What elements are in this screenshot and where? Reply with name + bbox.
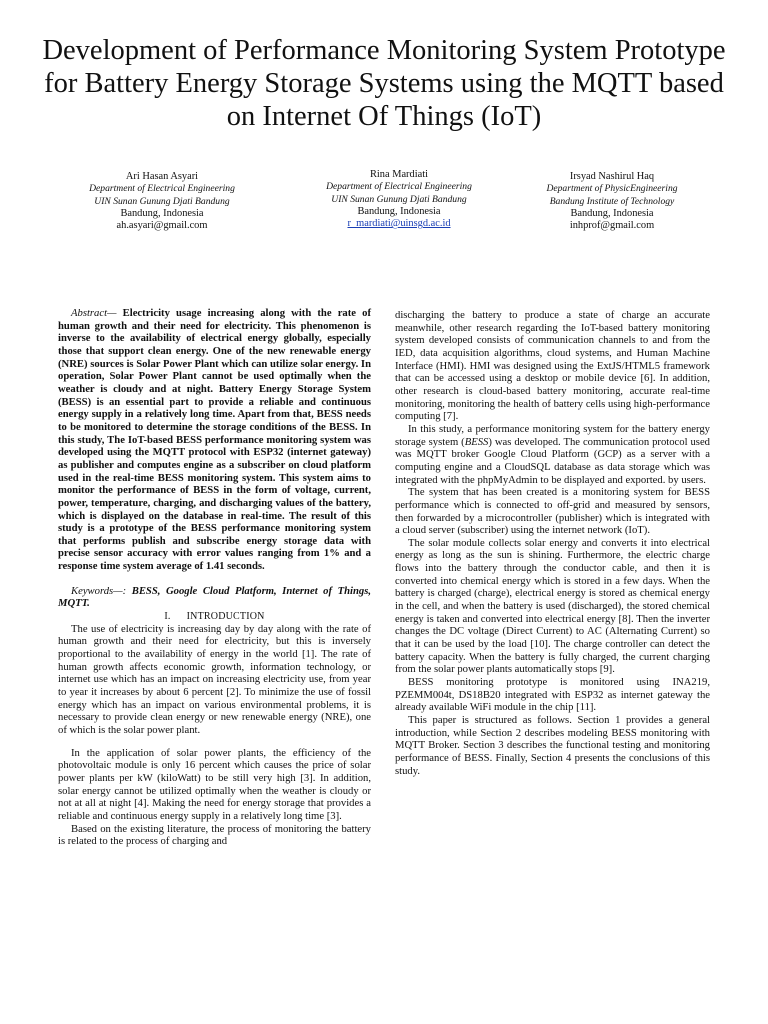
section-number: I. — [164, 611, 171, 623]
section-title: INTRODUCTION — [186, 611, 265, 623]
author-institution: UIN Sunan Gunung Djati Bandung — [331, 193, 467, 205]
author-department: Department of Electrical Engineering — [326, 181, 472, 193]
author-block-3 — [518, 171, 706, 232]
paragraph: This paper is structured as follows. Section 1 provides a general introduction, while Section 2 describes modeling BESS monitoring with MQTT Broker. Section 3 describes the functional testing and monitoring performance of BESS. Finally, Section 4 presents the conclusions of this study. — [395, 715, 710, 777]
author-name: Rina Mardiati — [369, 169, 428, 180]
author-name: Irsyad Nashirul Haq — [569, 171, 655, 182]
paragraph: The use of electricity is increasing day by day along with the rate of human growth and their need for electricity, but this is inversely proportional to the availability of energy in the world [1]. The rate of human growth affects economic growth, information technology, or internet use which has an impact on increasing electricity use, from year to year it increases by about 6 percent [2]. To minimize the use of fossil energy which has an impact on various environmental problems, it is necessary to provide clean energy or new renewable energy (NRE), one of which is the solar power plant. — [58, 623, 371, 736]
keywords — [58, 586, 371, 611]
paragraph: The solar module collects solar energy and converts it into electrical energy as long as the sun is shining. Furthermore, the electric charge flows into the battery through the conductor cable, and then it is converted into chemical energy which is stored in a few days. When the battery is charged (charge), electrical energy is stored as chemical energy in the cell, and when the battery is used (discharged), the stored chemical energy is taken and converted into electrical energy [8]. Then the inverter changes the DC voltage (Direct Current) to AC (Alternating Current) so that it can be used by the load [10]. The charge controller can detect the battery capacity. When the battery is fully charged, the current charging from the solar power plants automatically stops [9]. — [395, 537, 710, 676]
author-block-2 — [302, 169, 496, 230]
paragraph: discharging the battery to produce a state of charge an accurate meanwhile, other research regarding the IoT-based battery monitoring system developed consists of communication channels to and from the IED, data acquisition algorithms, cloud systems, and Human Machine Interface (HMI). HMI was designed using the ExtJS/HTML5 framework that can be accessed using a desktop or mobile device [6]. In addition, other research is cloud-based battery monitoring, accurate real-time monitoring, monitoring the health of battery cells using high-performance computing [7]. — [395, 310, 710, 423]
author-location: Bandung, Indonesia — [357, 205, 441, 217]
abstract-text: Electricity usage increasing along with the rate of human growth and their need for electricity. This phenomenon is inverse to the availability of electrical energy globally, especially those that support clean energy. One of the new renewable energy (NRE) sources is Solar Power Plant which can utilize solar energy. In operation, Solar Power Plant cannot be used optimally when the weather is cloudy and at night. Battery Energy Storage System (BESS) is an essential part to provide a reliable and continuous energy supply in a relatively long time. Apart from that, BESS needs to be monitored to determine the storage conditions of the BESS. In this study, The IoT-based BESS performance monitoring system was developed using the MQTT protocol with ESP32 (internet gateway) as publisher and computes engine as a subscriber on cloud platform used in the real-time BESS monitoring system. This system aims to monitor the performance of BESS in the form of voltage, current, power, temperature, charging, and discharging values of the battery, which is displayed on the database in real-time. The result of this study is a prototype of the BESS performance monitoring system that performs publish and subscribe energy storage data with precise sensor accuracy with error values ranging from 1% and a response time system average of 1.41 seconds. — [58, 308, 371, 573]
keywords-label: Keywords—: — [71, 585, 127, 597]
paper-title: Development of Performance Monitoring System Prototype for Battery Energy Storage Systems using the MQTT based on Internet Of Things (IoT) — [42, 35, 726, 132]
paragraph: The system that has been created is a monitoring system for BESS performance which is connected to off-grid and measured by sensors, then forwarded by a microcontroller (publisher) which is integrated with a cloud server (subscriber) using the internet network (IoT). — [395, 487, 710, 537]
author-email: ah.asyari@gmail.com — [116, 220, 208, 232]
paragraph-text: In this study, a performance monitoring system for the battery energy storage system ( — [395, 423, 710, 448]
paragraph — [395, 424, 710, 487]
paragraph: BESS monitoring prototype is monitored using INA219, PZEMM004t, DS18B20 integrated with ESP32 as internet gateway the already available WiFi module in the chip [11]. — [395, 677, 710, 714]
author-email: inhprof@gmail.com — [569, 220, 655, 232]
right-column — [395, 310, 710, 778]
author-block-1 — [68, 171, 256, 232]
author-email-link[interactable]: r_mardiati@uinsgd.ac.id — [347, 218, 451, 230]
author-location: Bandung, Indonesia — [120, 207, 204, 219]
left-column — [58, 308, 371, 849]
author-location: Bandung, Indonesia — [570, 207, 654, 219]
paragraph: In the application of solar power plants, the efficiency of the photovoltaic module is only 16 percent which causes the price of solar power plants per kW (kiloWatt) to be still very high [3]. In addition, solar energy cannot be utilized optimally when the weather is cloudy or not at all at night [4]. Making the need for energy storage that provides a reliable and continuous energy supply in a relatively long time [3]. — [58, 747, 371, 822]
author-department: Department of Electrical Engineering — [89, 183, 235, 195]
paragraph-text: ) was developed. The communication protocol used was MQTT broker Google Cloud Platform (GCP) as a server with a computing engine and a CloudSQL database as data storage which was integrated with the phpMyAdmin to be displayed and exported. by users. — [395, 436, 710, 486]
author-department: Department of PhysicEngineering — [546, 183, 678, 195]
keywords-text: BESS, Google Cloud Platform, Internet of Things, MQTT. — [58, 585, 371, 610]
paragraph-emphasis: BESS — [464, 436, 489, 448]
paragraph: Based on the existing literature, the process of monitoring the battery is related to the process of charging and — [58, 823, 371, 848]
author-institution: UIN Sunan Gunung Djati Bandung — [94, 195, 230, 207]
section-heading — [58, 611, 371, 624]
author-institution: Bandung Institute of Technology — [549, 195, 675, 207]
abstract-label: Abstract— — [71, 308, 117, 319]
abstract — [58, 308, 371, 574]
author-name: Ari Hasan Asyari — [125, 171, 199, 182]
